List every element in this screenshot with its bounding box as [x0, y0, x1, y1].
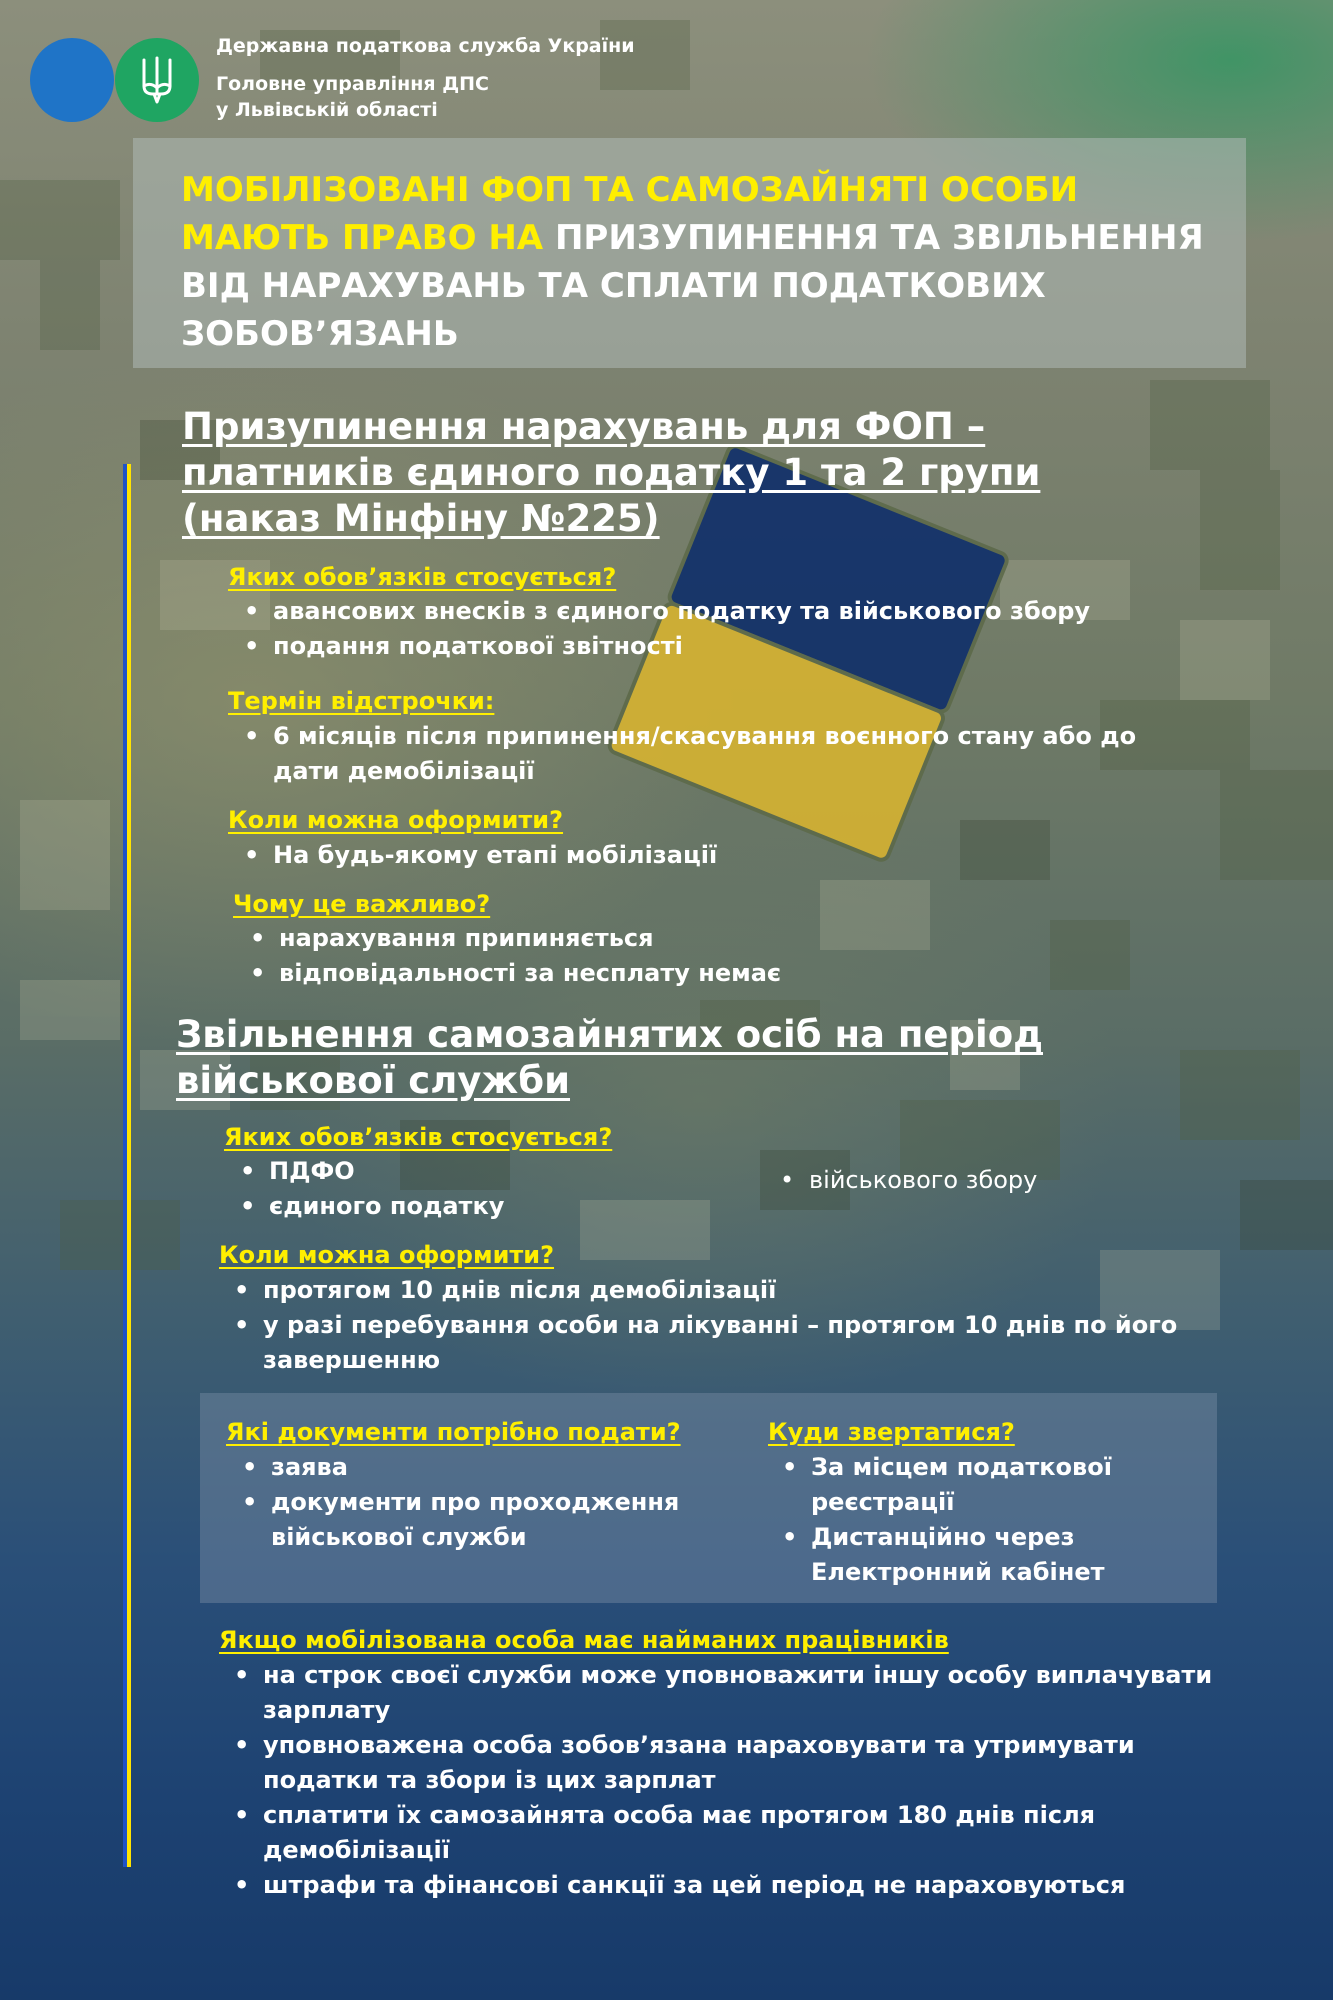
list-item: • 6 місяців після припинення/скасування воєнного стану або до дати демобілізації: [240, 719, 1160, 789]
list-item: • сплатити їх самозайнята особа має протягом 180 днів після демобілізації: [230, 1798, 1240, 1868]
list-item: • За місцем податкової реєстрації: [778, 1450, 1198, 1520]
section2-when-list: [230, 1273, 1190, 1378]
list-item: • На будь-якому етапі мобілізації: [240, 838, 1140, 873]
list-item: • заява: [238, 1450, 758, 1485]
list-item: • уповноважена особа зобов’язана нараховувати та утримувати податки та збори із цих зарплат: [230, 1728, 1240, 1798]
section1-duties-label: Яких обов’язків стосується?: [228, 563, 617, 591]
section2-heading: Звільнення самозайнятих осіб на період військової служби: [176, 1013, 1043, 1102]
section1-duties-list: [240, 594, 1240, 664]
section1-term-label: Термін відстрочки:: [228, 687, 495, 715]
list-item: • військового збору: [776, 1163, 1176, 1198]
section2-docs-list: [238, 1450, 758, 1555]
section1-when-label: Коли можна оформити?: [228, 806, 564, 834]
section2-duties-list-right: [776, 1163, 1176, 1198]
title-rest: ПРИЗУПИНЕННЯ ТА ЗВІЛЬНЕННЯ ВІД НАРАХУВАНЬ ТА СПЛАТИ ПОДАТКОВИХ ЗОБОВ’ЯЗАНЬ: [181, 218, 1204, 354]
trident-icon: [141, 56, 173, 104]
list-item: • авансових внесків з єдиного податку та військового збору: [240, 594, 1240, 629]
section2-where-label: Куди звертатися?: [768, 1418, 1015, 1446]
list-item: • штрафи та фінансові санкції за цей період не нараховуються: [230, 1868, 1240, 1903]
section2-docs-label: Які документи потрібно подати?: [226, 1418, 681, 1446]
section2-where-list: [778, 1450, 1198, 1590]
section2-duties-label: Яких обов’язків стосується?: [224, 1123, 613, 1151]
section2-duties-list: [236, 1154, 696, 1224]
section2-when-label: Коли можна оформити?: [219, 1241, 555, 1269]
list-item: • подання податкової звітності: [240, 629, 1240, 664]
section1-why-label: Чому це важливо?: [233, 890, 491, 918]
section1-heading: Призупинення нарахувань для ФОП – платників єдиного податку 1 та 2 групи (наказ Мінфіну №225): [182, 405, 1041, 540]
org-name: Державна податкова служба України: [216, 35, 635, 57]
title-highlight: МОБІЛІЗОВАНІ ФОП ТА САМОЗАЙНЯТІ ОСОБИ МАЮТЬ ПРАВО НА: [181, 170, 1079, 258]
org-region: у Львівській області: [216, 99, 438, 121]
list-item: • документи про проходження військової служби: [238, 1485, 758, 1555]
org-department: Головне управління ДПС: [216, 73, 490, 95]
list-item: • єдиного податку: [236, 1189, 696, 1224]
logo-green-circle: [115, 38, 199, 122]
list-item: • відповідальності за несплату немає: [246, 956, 1146, 991]
list-item: • Дистанційно через Електронний кабінет: [778, 1520, 1198, 1590]
list-item: • на строк своєї служби може уповноважити іншу особу виплачувати зарплату: [230, 1658, 1240, 1728]
title-box: [133, 138, 1246, 368]
section1-term-list: [240, 719, 1160, 789]
section2-employees-label: Якщо мобілізована особа має найманих працівників: [219, 1626, 949, 1654]
list-item: • протягом 10 днів після демобілізації: [230, 1273, 1190, 1308]
logo-blue-circle: [30, 38, 114, 122]
page-title: [181, 166, 1221, 358]
flag-side-bar: [123, 464, 131, 1867]
list-item: • ПДФО: [236, 1154, 696, 1189]
list-item: • у разі перебування особи на лікуванні – протягом 10 днів по його завершенню: [230, 1308, 1190, 1378]
section1-why-list: [246, 921, 1146, 991]
section2-employees-list: [230, 1658, 1240, 1903]
section1-when-list: [240, 838, 1140, 873]
list-item: • нарахування припиняється: [246, 921, 1146, 956]
